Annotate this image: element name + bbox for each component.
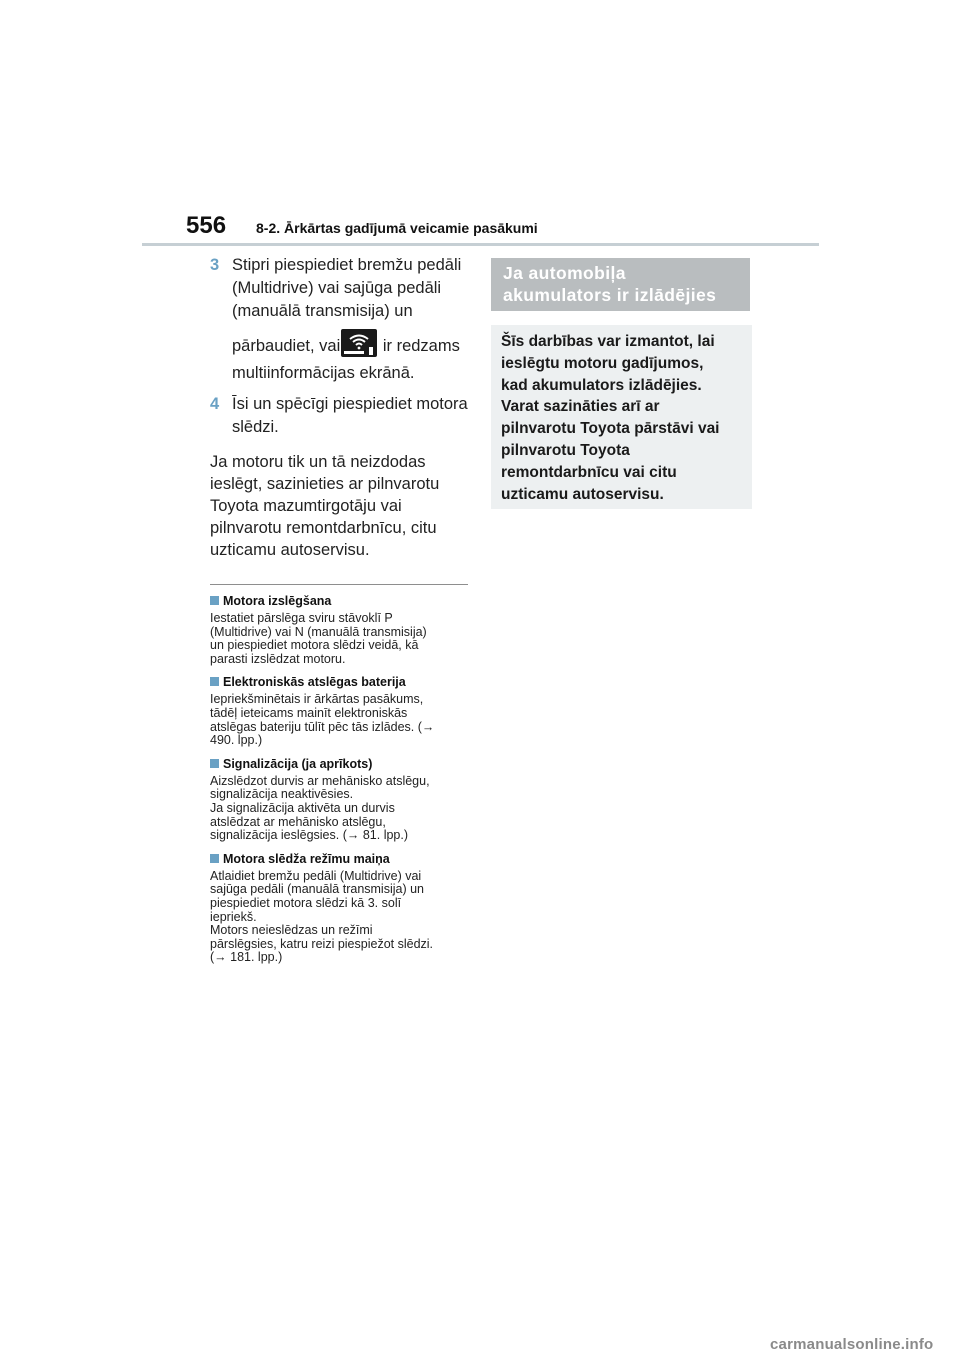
square-bullet-icon bbox=[210, 759, 219, 768]
note-body bbox=[210, 870, 470, 965]
sidebox-line: kad akumulators izlādējies. bbox=[501, 376, 702, 394]
note-switch-modes bbox=[210, 851, 470, 965]
step-line: (manuālā transmisija) un bbox=[232, 302, 413, 320]
step-line: (Multidrive) vai sajūga pedāli bbox=[232, 279, 442, 297]
note-alarm bbox=[210, 756, 470, 843]
note-line: iepriekš. bbox=[210, 909, 257, 924]
watermark: carmanualsonline.info bbox=[770, 1336, 934, 1353]
step-number: 3 bbox=[210, 256, 220, 274]
step-text: ir redzams bbox=[378, 337, 460, 355]
paragraph-line: pilnvarotu remontdarbnīcu, citu bbox=[210, 519, 437, 537]
note-line: Motors neieslēdzas un režīmi bbox=[210, 923, 373, 938]
note-line: Aizslēdzot durvis ar mehānisko atslēgu, bbox=[210, 773, 430, 788]
square-bullet-icon bbox=[210, 677, 219, 686]
page-number: 556 bbox=[186, 212, 227, 239]
note-title-text: Motora izslēgšana bbox=[223, 594, 332, 608]
sidebox-body bbox=[491, 325, 752, 509]
note-title-text: Motora slēdža režīmu maiņa bbox=[223, 851, 390, 866]
header-rule bbox=[142, 243, 819, 246]
note-line: 490. lpp.) bbox=[210, 733, 263, 748]
note-engine-off bbox=[210, 593, 470, 666]
step-number: 4 bbox=[210, 395, 220, 413]
note-line: Iepriekšminētais ir ārkārtas pasākums, bbox=[210, 692, 424, 707]
note-line: tādēļ ieteicams mainīt elektroniskās bbox=[210, 705, 408, 720]
sidebox-heading-line: Ja automobiļa bbox=[503, 263, 626, 283]
sidebox-line: Varat sazināties arī ar bbox=[501, 398, 660, 416]
note-body bbox=[210, 612, 470, 666]
note-title bbox=[210, 593, 470, 609]
note-title bbox=[210, 674, 470, 690]
step-line-with-icon bbox=[232, 329, 470, 358]
note-title bbox=[210, 851, 470, 867]
note-body bbox=[210, 775, 470, 843]
paragraph-line: ieslēgt, sazinieties ar pilnvarotu bbox=[210, 475, 440, 493]
step-line: multiinformācijas ekrānā. bbox=[232, 364, 415, 382]
square-bullet-icon bbox=[210, 596, 219, 605]
section-title: 8-2. Ārkārtas gadījumā veicamie pasākumi bbox=[256, 220, 538, 236]
notes-divider bbox=[210, 584, 468, 585]
paragraph-line: uzticamu autoservisu. bbox=[210, 541, 370, 559]
note-line: Ja signalizācija aktivēta un durvis bbox=[210, 800, 395, 815]
square-bullet-icon bbox=[210, 854, 219, 863]
note-line: Atlaidiet bremžu pedāli (Multidrive) vai bbox=[210, 868, 422, 883]
step-4 bbox=[210, 393, 470, 439]
paragraph-line: Ja motoru tik un tā neizdodas bbox=[210, 453, 426, 471]
note-line: signalizācija ieslēgsies. (→ 81. lpp.) bbox=[210, 828, 409, 843]
note-body bbox=[210, 693, 470, 747]
sidebox-line: pilnvarotu Toyota pārstāvi vai bbox=[501, 420, 720, 438]
step-line: Stipri piespiediet bremžu pedāli bbox=[232, 256, 462, 274]
sidebox-line: remontdarbnīcu vai citu bbox=[501, 463, 677, 481]
paragraph-line: Toyota mazumtirgotāju vai bbox=[210, 497, 402, 515]
note-line: atslēdzat ar mehānisko atslēgu, bbox=[210, 814, 386, 829]
note-line: sajūga pedāli (manuālā transmisija) un bbox=[210, 882, 425, 897]
sidebox-line: uzticamu autoservisu. bbox=[501, 485, 664, 503]
note-line: un piespiediet motora slēdzi veidā, kā bbox=[210, 638, 419, 653]
sidebox-line: pilnvarotu Toyota bbox=[501, 441, 630, 459]
note-line: pārslēgsies, katru reizi piespiežot slēdzi. bbox=[210, 936, 434, 951]
sidebox-line: ieslēgtu motoru gadījumos, bbox=[501, 354, 704, 372]
step-line: Īsi un spēcīgi piespiediet motora bbox=[232, 395, 468, 413]
note-line: parasti izslēdzat motoru. bbox=[210, 651, 346, 666]
note-line: (Multidrive) vai N (manuālā transmisija) bbox=[210, 624, 427, 639]
note-title-text: Elektroniskās atslēgas baterija bbox=[223, 675, 406, 690]
sidebox-heading bbox=[491, 258, 750, 311]
note-line: piespiediet motora slēdzi kā 3. solī bbox=[210, 895, 402, 910]
sidebox-heading-line: akumulators ir izlādējies bbox=[503, 285, 717, 305]
step-line: slēdzi. bbox=[232, 418, 279, 436]
step-text: pārbaudiet, vai bbox=[232, 337, 341, 355]
note-title bbox=[210, 756, 470, 772]
note-line: (→ 181. lpp.) bbox=[210, 950, 283, 965]
step-3 bbox=[210, 254, 470, 385]
note-title-text: Signalizācija (ja aprīkots) bbox=[223, 756, 373, 771]
main-column bbox=[210, 254, 470, 973]
note-line: signalizācija neaktivēsies. bbox=[210, 787, 354, 802]
paragraph bbox=[210, 451, 470, 561]
key-battery-indicator-icon bbox=[341, 329, 377, 357]
note-key-battery bbox=[210, 674, 470, 747]
note-line: Iestatiet pārslēga sviru stāvoklī P bbox=[210, 611, 393, 625]
note-line: atslēgas bateriju tūlīt pēc tās izlādes. (→ bbox=[210, 719, 435, 734]
sidebox-line: Šīs darbības var izmantot, lai bbox=[501, 333, 715, 350]
